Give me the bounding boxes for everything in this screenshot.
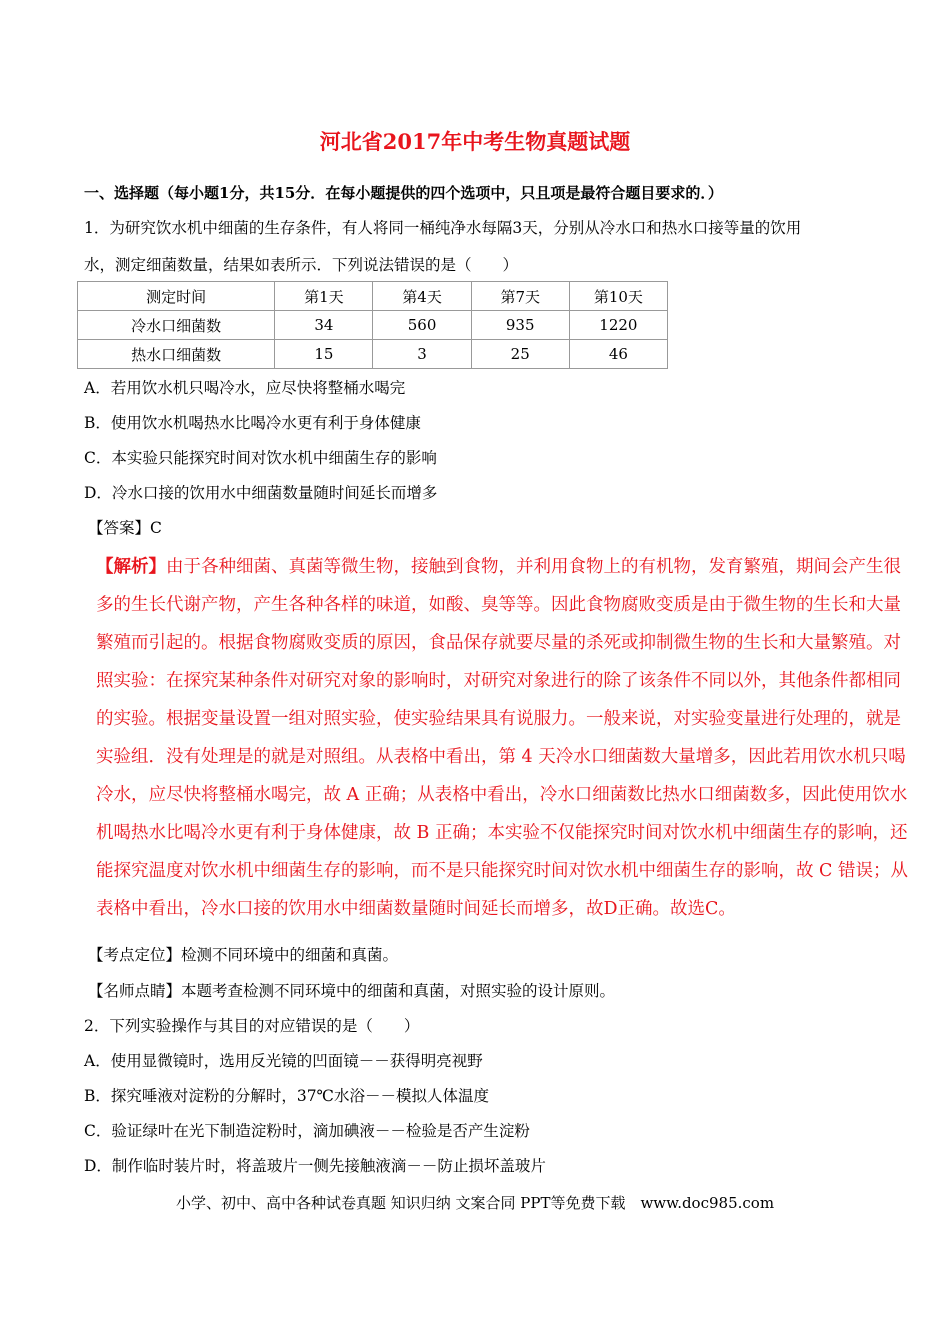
q1-option-a: A．若用饮水机只喝冷水，应尽快将整桶水喝完 — [84, 379, 406, 397]
analysis-tag: 【解析】 — [96, 557, 166, 577]
table-cell: 25 — [471, 340, 569, 369]
q1-kaodian: 【考点定位】检测不同环境中的细菌和真菌。 — [88, 946, 399, 964]
analysis-line: 繁殖而引起的。根据食物腐败变质的原因，食品保存就要尽量的杀死或抑制微生物的生长和大量繁殖。对 — [96, 633, 901, 653]
table-cell: 3 — [373, 340, 471, 369]
q1-option-d: D．冷水口接的饮用水中细菌数量随时间延长而增多 — [84, 484, 438, 502]
q2-option-b: B．探究唾液对淀粉的分解时，37℃水浴－－模拟人体温度 — [84, 1087, 489, 1105]
table-header-cell: 第7天 — [471, 282, 569, 311]
table-header-row — [78, 282, 668, 311]
analysis-line: 实验组．没有处理是的就是对照组。从表格中看出，第 4 天冷水口细菌数大量增多，因此若用饮水机只喝 — [96, 747, 906, 767]
analysis-line: 的实验。根据变量设置一组对照实验，使实验结果具有说服力。一般来说，对实验变量进行处理的，就是 — [96, 709, 901, 729]
analysis-line: 表格中看出，冷水口接的饮用水中细菌数量随时间延长而增多，故D正确。故选C。 — [96, 899, 736, 919]
section-heading: 一、选择题（每小题1分，共15分．在每小题提供的四个选项中，只且项是最符合题目要求的．） — [84, 184, 723, 202]
q2-stem: 2．下列实验操作与其目的对应错误的是（ ） — [84, 1017, 420, 1035]
table-cell: 935 — [471, 311, 569, 340]
page-footer: 小学、初中、高中各种试卷真题 知识归纳 文案合同 PPT等免费下载 www.doc985.com — [175, 1194, 775, 1212]
analysis-line: 能探究温度对饮水机中细菌生存的影响，而不是只能探究时间对饮水机中细菌生存的影响，故 C 错误；从 — [96, 861, 909, 881]
page-title: 河北省2017年中考生物真题试题 — [319, 129, 631, 154]
table-header-cell: 第1天 — [275, 282, 373, 311]
table-cell: 15 — [275, 340, 373, 369]
table-header-cell: 第10天 — [569, 282, 667, 311]
analysis-line: 多的生长代谢产物，产生各种各样的味道，如酸、臭等等。因此食物腐败变质是由于微生物的生长和大量 — [96, 595, 901, 615]
analysis-line: 冷水，应尽快将整桶水喝完，故 A 正确；从表格中看出，冷水口细菌数比热水口细菌数多，因此使用饮水 — [96, 785, 908, 805]
table-cell: 1220 — [569, 311, 667, 340]
analysis-line — [96, 548, 901, 586]
table-cell: 560 — [373, 311, 471, 340]
table-cell: 热水口细菌数 — [78, 340, 275, 369]
table-header-cell: 测定时间 — [78, 282, 275, 311]
table-cell: 46 — [569, 340, 667, 369]
analysis-line: 照实验：在探究某种条件对研究对象的影响时，对研究对象进行的除了该条件不同以外，其他条件都相同 — [96, 671, 901, 691]
q1-analysis — [96, 548, 909, 928]
table-row — [78, 311, 668, 340]
q2-option-a: A．使用显微镜时，选用反光镜的凹面镜－－获得明亮视野 — [84, 1052, 483, 1070]
q2-option-c: C．验证绿叶在光下制造淀粉时，滴加碘液－－检验是否产生淀粉 — [84, 1122, 530, 1140]
q1-mingshi: 【名师点睛】本题考查检测不同环境中的细菌和真菌，对照实验的设计原则。 — [88, 982, 616, 1000]
bacteria-table — [77, 281, 668, 369]
q1-option-b: B．使用饮水机喝热水比喝冷水更有利于身体健康 — [84, 414, 421, 432]
analysis-line: 机喝热水比喝冷水更有利于身体健康，故 B 正确；本实验不仅能探究时间对饮水机中细菌生存的影响，还 — [96, 823, 908, 843]
table-header-cell: 第4天 — [373, 282, 471, 311]
q1-stem-line-1: 1．为研究饮水机中细菌的生存条件，有人将同一桶纯净水每隔3天，分别从冷水口和热水口接等量的饮用 — [84, 219, 802, 237]
analysis-text: 由于各种细菌、真菌等微生物，接触到食物，并利用食物上的有机物，发育繁殖，期间会产生很 — [166, 557, 901, 577]
q1-option-c: C．本实验只能探究时间对饮水机中细菌生存的影响 — [84, 449, 437, 467]
q1-stem-line-2: 水，测定细菌数量，结果如表所示．下列说法错误的是（ ） — [84, 256, 519, 274]
q1-answer: 【答案】C — [88, 519, 162, 537]
table-row — [78, 340, 668, 369]
table-cell: 34 — [275, 311, 373, 340]
table-cell: 冷水口细菌数 — [78, 311, 275, 340]
q2-option-d: D．制作临时装片时，将盖玻片一侧先接触液滴－－防止损坏盖玻片 — [84, 1157, 546, 1175]
